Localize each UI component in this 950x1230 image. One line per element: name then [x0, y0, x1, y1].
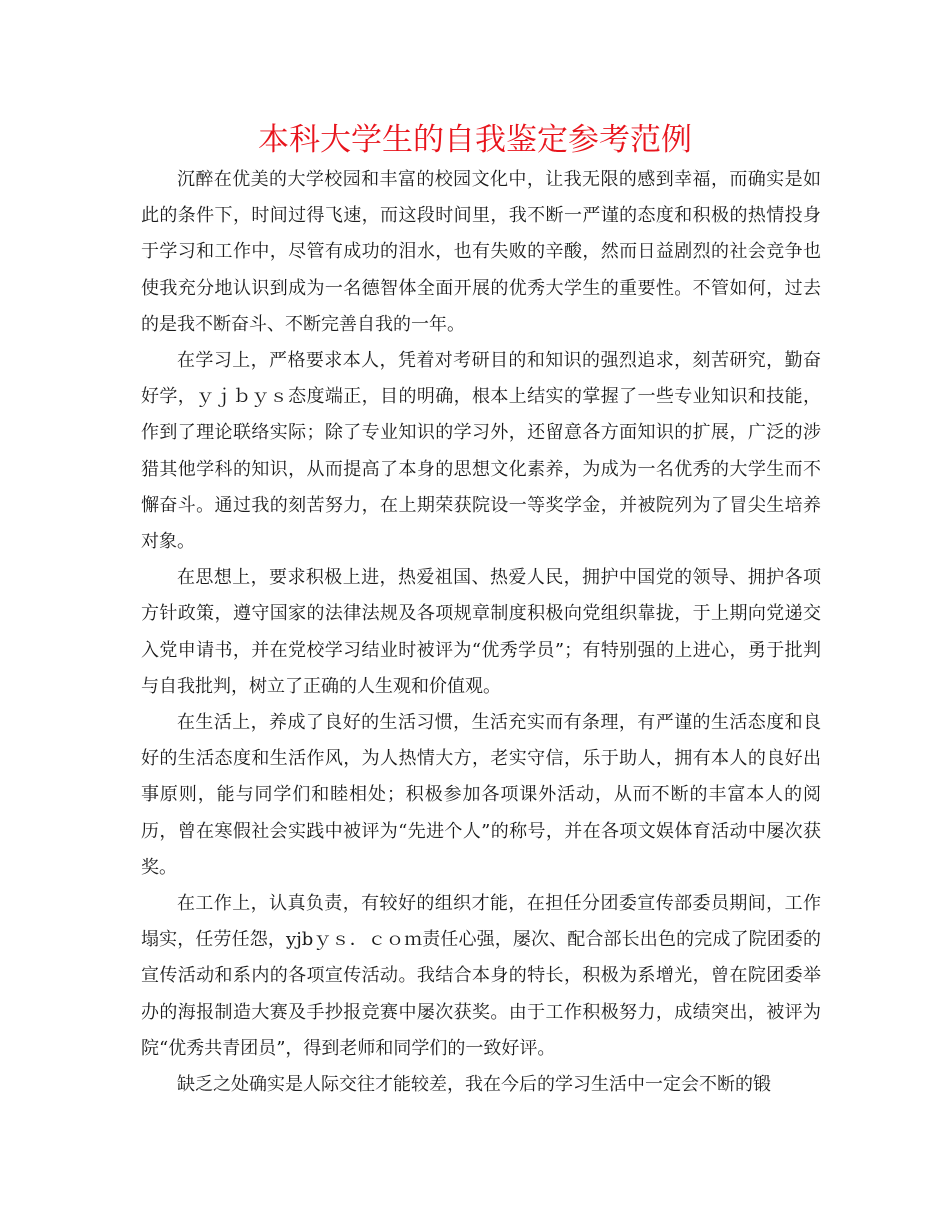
paragraph-thought: 在思想上，要求积极上进，热爱祖国、热爱人民，拥护中国党的领导、拥护各项方针政策，遵守国家的法律法规及各项规章制度积极向党组织靠拢，于上期向党递交入党申请书，并在党校学习结业时被评为“优秀学员”；有特别强的上进心，勇于批判与自我批判，树立了正确的人生观和价值观。	[141, 567, 821, 697]
document-title: 本科大学生的自我鉴定参考范例	[258, 122, 692, 158]
paragraph-study: 在学习上，严格要求本人，凭着对考研目的和知识的强烈追求，刻苦研究，勤奋好学，ｙｊｂｙｓ态度端正，目的明确，根本上结实的掌握了一些专业知识和技能，作到了理论联络实际；除了专业知识的学习外，还留意各方面知识的扩展，广泛的涉猎其他学科的知识，从而提高了本身的思想文化素养，为成为一名优秀的大学生而不懈奋斗。通过我的刻苦努力，在上期荣获院设一等奖学金，并被院列为了冒尖生培养对象。	[141, 350, 821, 553]
paragraph-intro: 沉醉在优美的大学校园和丰富的校园文化中，让我无限的感到幸福，而确实是如此的条件下，时间过得飞速，而这段时间里，我不断一严谨的态度和积极的热情投身于学习和工作中，尽管有成功的泪水，也有失败的辛酸，然而日益剧烈的社会竞争也使我充分地认识到成为一名德智体全面开展的优秀大学生的重要性。不管如何，过去的是我不断奋斗、不断完善自我的一年。	[141, 169, 821, 335]
paragraph-work: 在工作上，认真负责，有较好的组织才能，在担任分团委宣传部委员期间，工作塌实，任劳任怨，yjbｙｓ．ｃｏｍ责任心强，屡次、配合部长出色的完成了院团委的宣传活动和系内的各项宣传活动。我结合本身的特长，积极为系增光，曾在院团委举办的海报制造大赛及手抄报竞赛中屡次获奖。由于工作积极努力，成绩突出，被评为院“优秀共青团员”，得到老师和同学们的一致好评。	[141, 893, 821, 1059]
paragraph-shortcomings: 缺乏之处确实是人际交往才能较差，我在今后的学习生活中一定会不断的锻	[177, 1074, 771, 1096]
document-body	[141, 162, 821, 1103]
paragraph-life: 在生活上，养成了良好的生活习惯，生活充实而有条理，有严谨的生活态度和良好的生活态度和生活作风，为人热情大方，老实守信，乐于助人，拥有本人的良好出事原则，能与同学们和睦相处；积极参加各项课外活动，从而不断的丰富本人的阅历，曾在寒假社会实践中被评为“先进个人”的称号，并在各项文娱体育活动中屡次获奖。	[141, 712, 821, 878]
